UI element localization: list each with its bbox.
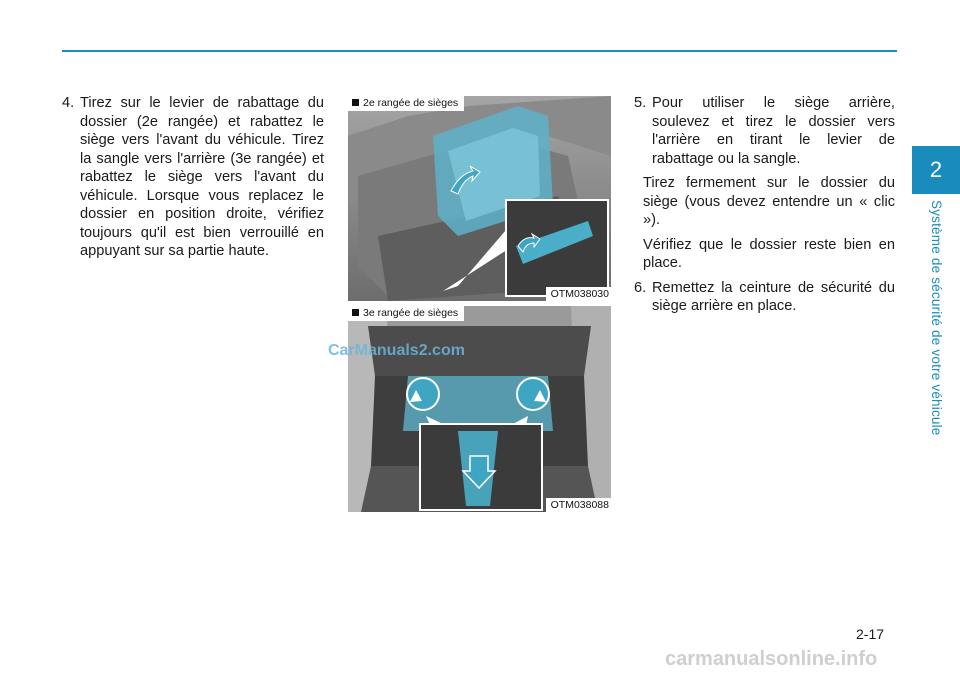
chapter-title: Système de sécurité de votre véhicule — [929, 200, 944, 436]
bullet-square-icon — [352, 99, 359, 106]
figure-caption — [348, 306, 464, 321]
figure-2nd-row — [348, 96, 611, 301]
figure-code: OTM038088 — [546, 498, 611, 512]
paragraph-click: Tirez fermement sur le dossier du siège (vous devez entendre un « clic »). — [643, 175, 895, 228]
paragraph-verify: Vérifiez que le dossier reste bien en place. — [643, 236, 895, 271]
watermark: CarManuals2.com — [328, 342, 465, 359]
footer-watermark: carmanualsonline.info — [665, 648, 878, 670]
step-text: Remettez la ceinture de sécurité du siège arrière en place. — [652, 279, 895, 314]
header-rule — [62, 50, 897, 52]
step-text: Tirez sur le levier de rabattage du dossier (2e rangée) et rabattez le siège vers l'avant du véhicule. Tirez la sangle vers l'arrière (3e rangée) et rabattez le siège vers l'avant du véhicule. Lorsque vous replacez le dossier en position droite, vérifiez toujours qu'il est bien verrouillé en appuyant sur sa partie haute. — [80, 95, 324, 259]
step-text: Pour utiliser le siège arrière, soulevez et tirez le dossier vers l'arrière en tirant le levier de rabattage ou la sangle. — [652, 95, 895, 167]
step-number: 5. — [634, 95, 647, 111]
figure-caption — [348, 96, 464, 111]
seat-illustration-2nd-row — [348, 96, 611, 301]
step-6 — [634, 279, 895, 316]
figure-code: OTM038030 — [546, 287, 611, 301]
chapter-number: 2 — [929, 157, 943, 182]
step-number: 4. — [62, 95, 75, 111]
right-column — [634, 94, 895, 322]
chapter-tab — [912, 146, 960, 194]
figure-caption-text: 2e rangée de sièges — [363, 97, 459, 109]
bullet-square-icon — [352, 309, 359, 316]
step-number: 6. — [634, 279, 647, 296]
step-4 — [62, 94, 324, 261]
step-5 — [634, 94, 895, 168]
seat-illustration-3rd-row — [348, 306, 611, 512]
page-number: 2-17 — [856, 626, 885, 642]
figure-3rd-row — [348, 306, 611, 512]
left-column — [62, 94, 324, 267]
figure-caption-text: 3e rangée de sièges — [363, 307, 459, 319]
